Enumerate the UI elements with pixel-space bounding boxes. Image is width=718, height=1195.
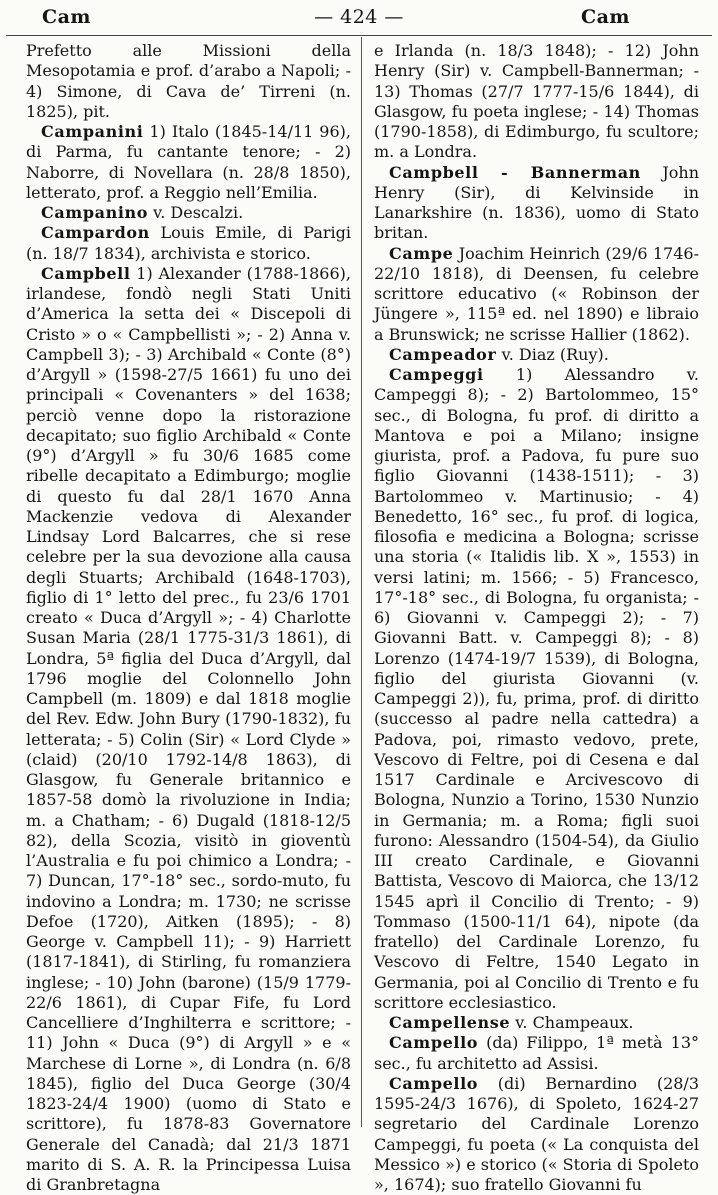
- headword: Campello: [389, 1033, 479, 1053]
- headword: Campeggi: [389, 365, 484, 384]
- headword: Campanino: [41, 203, 149, 222]
- entry-text: 1) Alessandro v. Campeggi 8); - 2) Bartolommeo, 15° sec., di Bologna, fu prof. di diritto a Mantova e poi a Milano; insigne giurista, prof. a Padova, fu pure suo figlio Giovanni (1438-1511); - 3) Bartolommeo v. Martinusio; - 4) Benedetto, 16° sec., fu prof. di logica, filosofia e medicina a Bologna; scrisse una storia (« Italidis lib. X », 1553) in versi latini; m. 1566; - 5) Francesco, 17°-18° sec., di Bologna, fu organista; - 6) Giovanni v. Campeggi 2); - 7) Giovanni Batt. v. Campeggi 8); - 8) Lorenzo (1474-19/7 1539), di Bologna, figlio del giurista Giovanni (v. Campeggi 2)), fu, prima, prof. di diritto (successo al padre nella cattedra) a Padova, poi, rimasto vedovo, prete, Vescovo di Feltre, poi di Cesena e dal 1517 Cardinale e Arcivescovo di Bologna, Nunzio a Torino, 1530 Nunzio in Germania; m. a Roma; figli suoi furono: Alessandro (1504-54), da Giulio III creato Cardinale, e Giovanni Battista, Vescovo di Maiorca, che 13/12 1545 aprì il Concilio di Trento; - 9) Tommaso (1500-11/1 64), nipote (da fratello) del Cardinale Lorenzo, fu Vescovo di Feltre, 1540 Legato in Germania, poi al Concilio di Trento e fu scrittore ecclesiastico.: [374, 365, 700, 1012]
- running-head-left: Cam: [42, 6, 92, 28]
- entry-text: v. Diaz (Ruy).: [501, 344, 609, 364]
- left-column: [26, 41, 351, 1195]
- entry-text: (di) Bernardino (28/3 1595-24/3 1676), di Spoleto, 1624-27 segretario del Cardinale Lorenzo Campeggi, fu poeta (« La conquista del Messico ») e storico (« Storia di Spoleto », 1674); suo fratello Giovanni fu: [374, 1073, 699, 1194]
- headword: Campbell: [41, 263, 131, 283]
- entry: [26, 122, 351, 203]
- entry: [374, 41, 699, 163]
- headword: Campeador: [389, 344, 497, 364]
- entry-text: Prefetto alle Missioni della Mesopotamia e prof. d’arabo a Napoli; - 4) Simone, di Cava de’ Tirreni (n. 1825), pit.: [26, 41, 351, 121]
- entry: [26, 264, 351, 1195]
- entry-text: Joachim Heinrich (29/6 1746-22/10 1818), di Deensen, fu celebre scrittore educativo (« Robinson der Jüngere », 115ª ed. nel 1890) e libraio a Brunswick; ne scrisse Hallier (1862).: [374, 243, 699, 344]
- page-header: [0, 0, 718, 36]
- entry: [374, 1013, 699, 1033]
- entry: [26, 223, 351, 264]
- headword: Campardon: [41, 223, 150, 243]
- headword: Campbell - Bannerman: [389, 162, 641, 182]
- entry-text: Louis Emile, di Parigi (n. 18/7 1834), archivista e storico.: [26, 223, 351, 263]
- entry: [26, 41, 351, 122]
- right-column: [374, 41, 699, 1195]
- entry-text: v. Champeaux.: [515, 1013, 634, 1032]
- entry-text: 1) Italo (1845-14/11 96), di Parma, fu cantante tenore; - 2) Naborre, di Novellara (n. 28/8 1850), letterato, prof. a Reggio nell’Emilia.: [26, 122, 351, 202]
- entry: [374, 244, 699, 345]
- entry: [26, 203, 351, 223]
- header-rule: [6, 35, 712, 36]
- headword: Campellense: [389, 1013, 511, 1032]
- entry-text: John Henry (Sir), di Kelvinside in Lanarkshire (n. 1836), uomo di Stato britan.: [374, 162, 699, 243]
- entry-text: (da) Filippo, 1ª metà 13° sec., fu architetto ad Assisi.: [374, 1033, 699, 1073]
- entry: [374, 1074, 699, 1195]
- entry: [374, 163, 699, 244]
- entry: [374, 1033, 699, 1074]
- headword: Campanini: [41, 122, 144, 141]
- headword: Campe: [389, 243, 454, 263]
- headword: Campello: [389, 1073, 479, 1093]
- entry-text: e Irlanda (n. 18/3 1848); - 12) John Henry (Sir) v. Campbell-Bannerman; - 13) Thomas (27/7 1777-15/6 1844), di Glasgow, fu poeta inglese; - 14) Thomas (1790-1858), di Edimburgo, fu scultore; m. a Londra.: [374, 41, 699, 162]
- entry: [374, 345, 699, 365]
- entry-text: 1) Alexander (1788-1866), irlandese, fondò negli Stati Uniti d’America la setta dei « Discepoli di Cristo » o « Campbellisti »; - 2) Anna v. Campbell 3); - 3) Archibald « Conte (8°) d’Argyll » (1598-27/5 1661) fu uno dei principali « Covenanters » del 1638; perciò venne dopo la ristorazione decapitato; suo figlio Archibald « Conte (9°) d’Argyll » fu 30/6 1685 come ribelle decapitato a Edimburgo; moglie di questo fu dal 28/1 1670 Anna Mackenzie vedova di Alexander Lindsay Lord Balcarres, che si rese celebre per la sua devozione alla causa degli Stuarts; Archibald (1648-1703), figlio di 1° letto del prec., fu 23/6 1701 creato « Duca d’Argyll »; - 4) Charlotte Susan Maria (28/1 1775-31/3 1861), di Londra, 5ª figlia del Duca d’Argyll, dal 1796 moglie del Colonnello John Campbell (m. 1809) e dal 1818 moglie del Rev. Edw. John Bury (1790-1832), fu letterata; - 5) Colin (Sir) « Lord Clyde » (claid) (20/10 1792-14/8 1863), di Glasgow, fu Generale britannico e 1857-58 domò la rivoluzione in India; m. a Chatham; - 6) Dugald (1818-12/5 82), della Scozia, visitò in gioventù l’Australia e fu poi chimico a Londra; - 7) Duncan, 17°-18° sec., sordo-muto, fu indovino a Londra; m. 1730; ne scrisse Defoe (1720), Aitken (1895); - 8) George v. Campbell 11); - 9) Harriett (1817-1841), di Stirling, fu romanziera inglese; - 10) John (barone) (15/9 1779-22/6 1861), di Cupar Fife, fu Lord Cancelliere d’Inghilterra e scrittore; - 11) John « Duca (9°) di Argyll » e « Marchese di Lorne », di Londra (n. 6/8 1845), figlio del Duca George (30/4 1823-24/4 1900) (uomo di Stato e scrittore), fu 1878-83 Governatore Generale del Canadà; dal 21/3 1871 marito di S. A. R. la Principessa Luisa di Granbretagna: [26, 263, 351, 1194]
- entry-text: v. Descalzi.: [153, 203, 244, 222]
- entry: [374, 365, 699, 1013]
- running-head-right: Cam: [580, 6, 630, 28]
- column-separator: [361, 37, 362, 1127]
- page-number: — 424 —: [314, 6, 404, 28]
